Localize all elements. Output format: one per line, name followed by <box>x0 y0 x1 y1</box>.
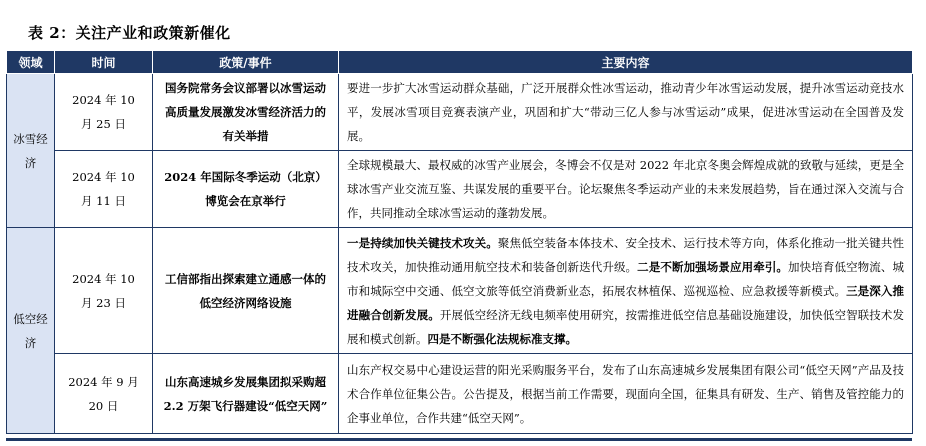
event-cell: 2024 年国际冬季运动（北京）博览会在京举行 <box>153 151 339 228</box>
table-row <box>7 228 913 354</box>
policy-table <box>6 50 913 434</box>
event-cell: 工信部指出探索建立通感一体的低空经济网络设施 <box>153 228 339 354</box>
content-part: 开展低空经济无线电频率使用研究，按需推进低空信息基础设施建设，加快低空智联技术发展和模式创新。 <box>347 307 905 346</box>
time-cell: 2024 年 9 月 20 日 <box>55 354 153 434</box>
content-part: 一是持续加快关键技术攻关。 <box>347 235 498 250</box>
content-cell <box>339 228 913 354</box>
time-cell: 2024 年 10 月 25 日 <box>55 74 153 151</box>
content-part: 三是深入推进融合创新发展。 <box>347 283 905 322</box>
time-cell: 2024 年 10 月 11 日 <box>55 151 153 228</box>
table-title: 表 2：关注产业和政策新催化 <box>28 24 231 42</box>
header-domain: 领域 <box>7 51 55 74</box>
content-part: 四是不断强化法规标准支撑。 <box>427 331 577 346</box>
content-part: 聚焦低空装备本体技术、安全技术、运行技术等方向，体系化推动一批关键共性技术攻关，加快推动通用航空技术和装备创新迭代升级。 <box>347 235 905 274</box>
table-bottom-rule <box>6 438 912 441</box>
domain-cell: 冰雪经济 <box>7 74 55 228</box>
content-part: 二是不断加强场景应用牵引。 <box>637 259 789 274</box>
domain-cell: 低空经济 <box>7 228 55 434</box>
header-time: 时间 <box>55 51 153 74</box>
table-row <box>7 151 913 228</box>
event-cell: 国务院常务会议部署以冰雪运动高质量发展激发冰雪经济活力的有关举措 <box>153 74 339 151</box>
content-cell: 要进一步扩大冰雪运动群众基础，广泛开展群众性冰雪运动，推动青少年冰雪运动发展，提升冰雪运动竞技水平，发展冰雪项目竞赛表演产业，巩固和扩大“带动三亿人参与冰雪运动”成果，促进冰雪运动在全国普及发展。 <box>339 74 913 151</box>
content-cell: 山东产权交易中心建设运营的阳光采购服务平台，发布了山东高速城乡发展集团有限公司“低空天网”产品及技术合作单位征集公告。公告提及，根据当前工作需要，现面向全国，征集具有研发、生产、销售及管控能力的企事业单位，合作共建“低空天网”。 <box>339 354 913 434</box>
table-row <box>7 354 913 434</box>
content-cell: 全球规模最大、最权威的冰雪产业展会，冬博会不仅是对 2022 年北京冬奥会辉煌成就的致敬与延续，更是全球冰雪产业交流互鉴、共谋发展的重要平台。论坛聚焦冬季运动产业的未来发展趋势，旨在通过深入交流与合作，共同推动全球冰雪运动的蓬勃发展。 <box>339 151 913 228</box>
time-cell: 2024 年 10 月 23 日 <box>55 228 153 354</box>
header-content: 主要内容 <box>339 51 913 74</box>
header-row <box>7 51 913 74</box>
table-row <box>7 74 913 151</box>
content-part: 加快培育低空物流、城市和城际空中交通、低空文旅等低空消费新业态，拓展农林植保、巡视巡检、应急救援等新模式。 <box>347 259 905 298</box>
event-cell: 山东高速城乡发展集团拟采购超 2.2 万架飞行器建设“低空天网” <box>153 354 339 434</box>
header-event: 政策/事件 <box>153 51 339 74</box>
